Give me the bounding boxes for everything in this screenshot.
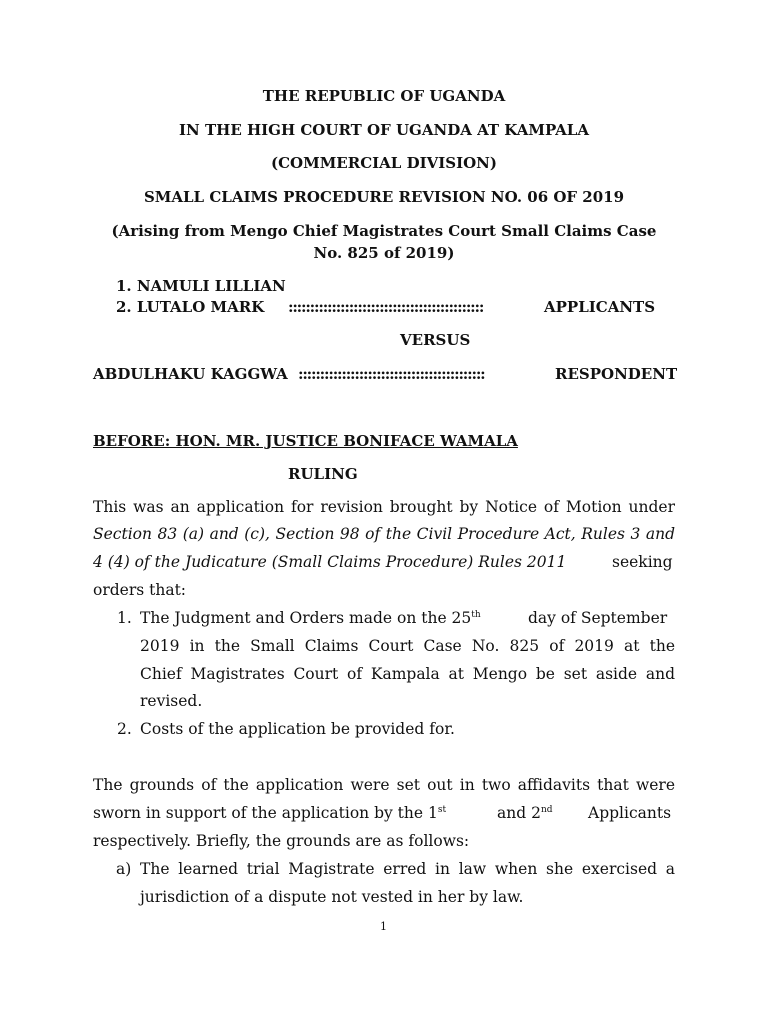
para2-sup-1: st	[437, 804, 447, 815]
heading-division: (COMMERCIAL DIVISION)	[271, 154, 497, 172]
ruling-title: RULING	[288, 465, 358, 483]
order-1-line-2: 2019 in the Small Claims Court Case No. 825 of 2019 at the	[140, 637, 675, 655]
para2-line-2-a	[93, 804, 446, 822]
para2-line-3: respectively. Briefly, the grounds are as follows:	[93, 832, 470, 850]
applicant-1: 1. NAMULI LILLIAN	[116, 277, 286, 295]
order-1-text-a: The Judgment and Orders made on the 25	[140, 609, 472, 627]
para1-line-4: orders that:	[93, 581, 187, 599]
ground-a-line-2: jurisdiction of a dispute not vested in her by law.	[140, 888, 524, 906]
para1-line-1: This was an application for revision brought by Notice of Motion under	[93, 498, 675, 516]
order-1-line-1	[140, 609, 481, 627]
applicants-label: APPLICANTS	[544, 298, 656, 316]
para1-line-3-italic: 4 (4) of the Judicature (Small Claims Procedure) Rules 2011	[93, 553, 567, 571]
para2-text-c: Applicants	[588, 804, 672, 822]
heading-court: IN THE HIGH COURT OF UGANDA AT KAMPALA	[179, 121, 589, 139]
order-1-line-3: Chief Magistrates Court of Kampala at Mengo be set aside and	[140, 665, 675, 683]
heading-case-number: SMALL CLAIMS PROCEDURE REVISION NO. 06 OF 2019	[143, 188, 625, 206]
versus-label: VERSUS	[400, 331, 471, 349]
applicant-2: 2. LUTALO MARK	[116, 298, 265, 316]
ground-a-label: a)	[116, 860, 132, 878]
heading-arising-line-1: (Arising from Mengo Chief Magistrates Court Small Claims Case	[111, 222, 657, 240]
heading-arising-line-2: No. 825 of 2019)	[313, 244, 455, 262]
para2-line-2-b	[497, 804, 553, 822]
ground-a-line-1: The learned trial Magistrate erred in law when she exercised a	[140, 860, 675, 878]
para2-text-a: sworn in support of the application by the 1	[93, 804, 438, 822]
page-number: 1	[380, 920, 387, 933]
para2-sup-2: nd	[540, 804, 553, 815]
respondent-name: ABDULHAKU KAGGWA	[93, 365, 288, 383]
order-1-text-b: day of September	[528, 609, 668, 627]
respondent-label: RESPONDENT	[555, 365, 678, 383]
para1-line-2: Section 83 (a) and (c), Section 98 of the Civil Procedure Act, Rules 3 and	[93, 525, 675, 543]
order-2-text: Costs of the application be provided for.	[140, 720, 455, 738]
before-judge: BEFORE: HON. MR. JUSTICE BONIFACE WAMALA	[93, 432, 518, 450]
order-2-number: 2.	[117, 720, 132, 738]
respondent-dots: :::::::::::::::::::::::::::::::::::::::::::	[298, 365, 485, 383]
heading-republic: THE REPUBLIC OF UGANDA	[262, 87, 506, 105]
applicant-dots: :::::::::::::::::::::::::::::::::::::::::::::	[288, 298, 484, 316]
para2-line-1: The grounds of the application were set out in two affidavits that were	[93, 776, 675, 794]
order-1-number: 1.	[117, 609, 132, 627]
order-1-sup: th	[471, 609, 481, 620]
para2-text-b: and 2	[497, 804, 541, 822]
order-1-line-4: revised.	[140, 692, 203, 710]
para1-line-3-tail: seeking	[612, 553, 673, 571]
